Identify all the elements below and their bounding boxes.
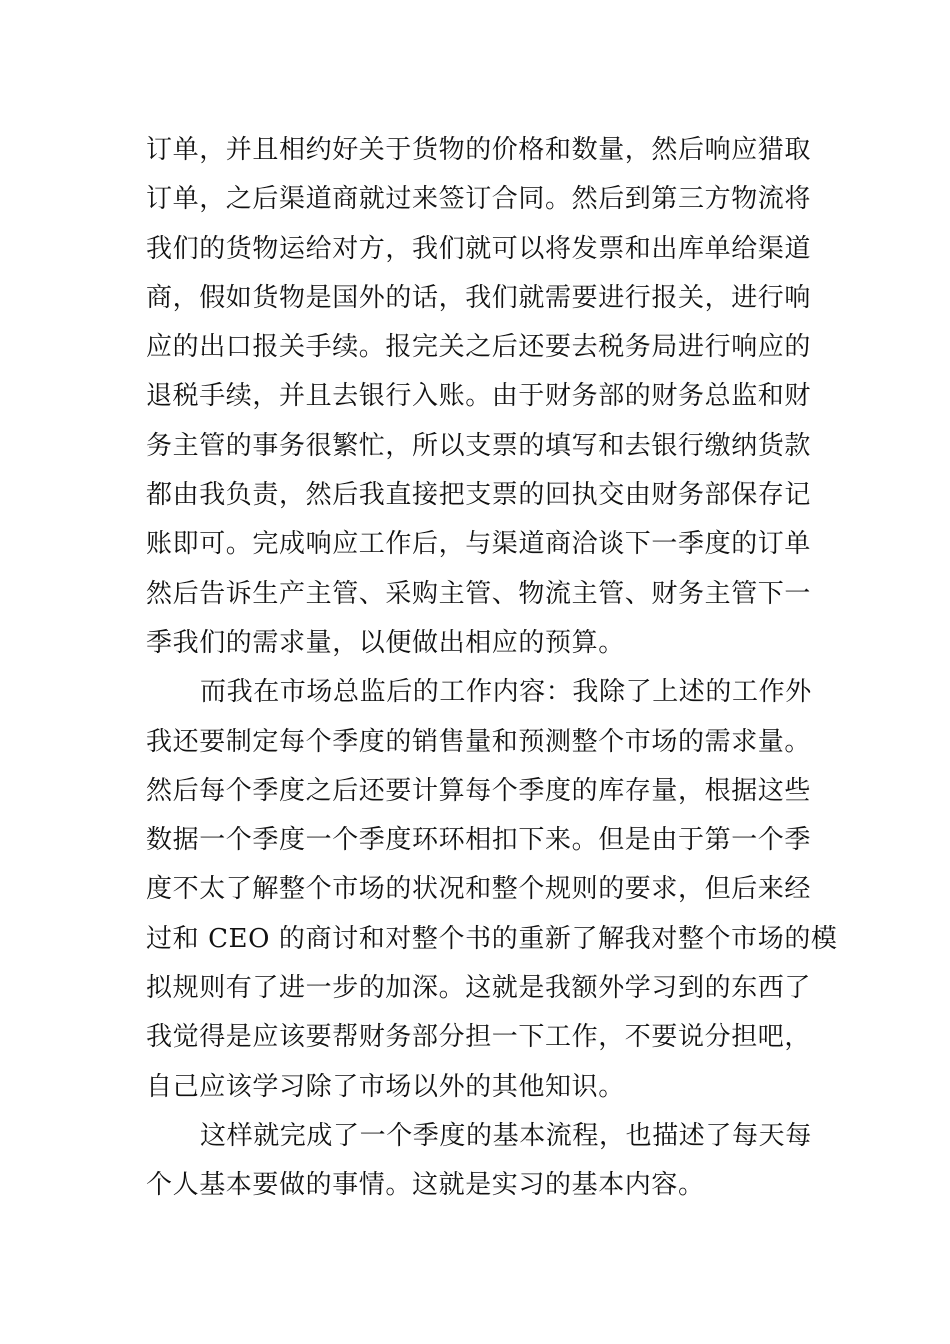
text-line: 自己应该学习除了市场以外的其他知识。 bbox=[146, 1071, 625, 1102]
paragraph-3 bbox=[146, 1112, 816, 1211]
text-line-indented: 这样就完成了一个季度的基本流程，也描述了每天每 bbox=[200, 1120, 812, 1151]
text-line: 季我们的需求量，以便做出相应的预算。 bbox=[146, 627, 625, 658]
text-line: 拟规则有了进一步的加深。这就是我额外学习到的东西了 bbox=[146, 973, 812, 1004]
paragraph-1 bbox=[146, 126, 816, 668]
text-line: 过和 CEO 的商讨和对整个书的重新了解我对整个市场的模 bbox=[146, 923, 838, 954]
text-line: 订单，并且相约好关于货物的价格和数量，然后响应猎取 bbox=[146, 135, 812, 165]
text-line: 我们的货物运给对方，我们就可以将发票和出库单给渠道 bbox=[146, 233, 812, 264]
text-line: 个人基本要做的事情。这就是实习的基本内容。 bbox=[146, 1170, 705, 1201]
text-line: 应的出口报关手续。报完关之后还要去税务局进行响应的 bbox=[146, 332, 812, 363]
text-line: 我觉得是应该要帮财务部分担一下工作，不要说分担吧， bbox=[146, 1022, 812, 1053]
body-text bbox=[146, 126, 838, 1211]
text-line: 退税手续，并且去银行入账。由于财务部的财务总监和财 bbox=[146, 381, 812, 412]
text-line-indented: 而我在市场总监后的工作内容：我除了上述的工作外 bbox=[200, 677, 812, 708]
text-line: 订单，之后渠道商就过来签订合同。然后到第三方物流将 bbox=[146, 184, 812, 215]
text-line: 账即可。完成响应工作后，与渠道商洽谈下一季度的订单 bbox=[146, 529, 812, 560]
text-line: 数据一个季度一个季度环环相扣下来。但是由于第一个季 bbox=[146, 825, 812, 856]
text-line: 商，假如货物是国外的话，我们就需要进行报关，进行响 bbox=[146, 282, 812, 313]
text-line: 都由我负责，然后我直接把支票的回执交由财务部保存记 bbox=[146, 480, 812, 511]
text-line: 然后告诉生产主管、采购主管、物流主管、财务主管下一 bbox=[146, 578, 812, 609]
paragraph-2 bbox=[146, 668, 838, 1112]
text-line: 然后每个季度之后还要计算每个季度的库存量，根据这些 bbox=[146, 775, 812, 806]
text-line: 务主管的事务很繁忙，所以支票的填写和去银行缴纳货款 bbox=[146, 430, 812, 461]
text-line: 我还要制定每个季度的销售量和预测整个市场的需求量。 bbox=[146, 726, 812, 757]
text-line: 度不太了解整个市场的状况和整个规则的要求，但后来经 bbox=[146, 874, 812, 905]
